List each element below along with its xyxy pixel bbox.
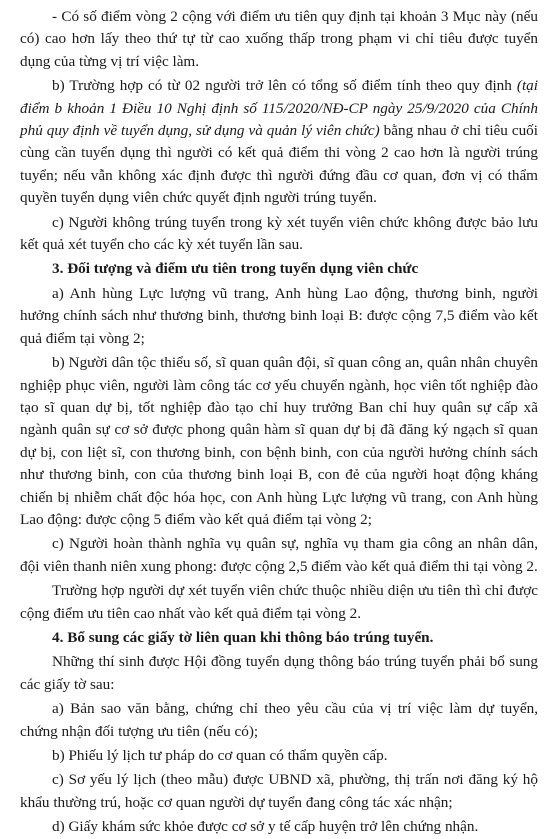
tie-rule-text-end: bằng nhau ở chỉ tiêu cuối cùng cần tuyển dụng thì người có kết quả điểm thi vòng 2 cao hơn là người trúng tuyển; nếu vẫn không xác định được thì người đứng đầu cơ quan, đơn vị có thẩm quyền tuyển dụng viên chức quyết định người trúng tuyển. xyxy=(20,122,538,207)
priority-item-a: a) Anh hùng Lực lượng vũ trang, Anh hùng Lao động, thương binh, người hưởng chính sách như thương binh, thương binh loại B: được cộng 7,5 điểm vào kết quả điểm tại vòng 2; xyxy=(20,284,538,347)
supplementary-item-c: c) Sơ yếu lý lịch (theo mẫu) được UBND xã, phường, thị trấn nơi đăng ký hộ khẩu thường trú, hoặc cơ quan người dự tuyển đang công tác xác nhận; xyxy=(20,771,538,811)
supplementary-item-a: a) Bản sao văn bằng, chứng chỉ theo yêu cầu của vị trí việc làm dự tuyển, chứng nhận đối tượng ưu tiên (nếu có); xyxy=(20,700,538,740)
supplementary-item-b: b) Phiếu lý lịch tư pháp do cơ quan có thẩm quyền cấp. xyxy=(52,747,388,764)
section-heading-supplementary-documents: 4. Bổ sung các giấy tờ liên quan khi thông báo trúng tuyển. xyxy=(52,628,434,646)
tie-rule-legal-reference: (tại điểm b khoản 1 Điều 10 Nghị định số 115/2020/NĐ-CP ngày 25/9/2020 của Chính phủ quy định về tuyển dụng, sử dụng và quản lý viên chức) xyxy=(20,77,538,140)
paragraph-no-reservation: c) Người không trúng tuyển trong kỳ xét tuyển viên chức không được bảo lưu kết quả xét tuyển cho các kỳ xét tuyển lần sau. xyxy=(20,213,538,254)
supplementary-item-d: d) Giấy khám sức khỏe được cơ sở y tế cấp huyện trở lên chứng nhận. xyxy=(52,818,479,836)
section-heading-priority: 3. Đối tượng và điểm ưu tiên trong tuyển dụng viên chức xyxy=(52,260,419,278)
priority-note: Trường hợp người dự xét tuyển viên chức thuộc nhiều diện ưu tiên thì chỉ được cộng điểm ưu tiên cao nhất vào kết quả điểm tại vòng 2. xyxy=(20,582,538,622)
tie-rule-text-start: b) Trường hợp có từ 02 người trở lên có tổng số điểm tính theo quy định xyxy=(52,77,517,95)
priority-item-b: b) Người dân tộc thiểu số, sĩ quan quân đội, sĩ quan công an, quân nhân chuyên nghiệp phục viên, người làm công tác cơ yếu chuyển ngành, học viên tốt nghiệp đào tạo sĩ quan dự bị, tốt nghiệp đào tạo chỉ huy trưởng Ban chỉ huy quân sự cấp xã ngành quân sự cơ sở được phong quân hàm sĩ quan dự bị đã đăng ký ngạch sĩ quan dự bị, con liệt sĩ, con thương binh, con bệnh binh, con của người hưởng chính sách như thương binh, con của thương binh loại B, con đẻ của người hoạt động kháng chiến bị nhiễm chất độc hóa học, con Anh hùng Lực lượng vũ trang, con Anh hùng Lao động: được cộng 5 điểm vào kết quả điểm tại vòng 2; xyxy=(20,354,538,528)
supplementary-intro: Những thí sinh được Hội đồng tuyển dụng thông báo trúng tuyển phải bổ sung các giấy tờ sau: xyxy=(20,653,538,693)
paragraph-condition-dash: - Có số điểm vòng 2 cộng với điểm ưu tiên quy định tại khoản 3 Mục này (nếu có) cao hơn lấy theo thứ tự từ cao xuống thấp trong phạm vi chỉ tiêu được tuyển dụng của từng vị trí việc làm. xyxy=(20,8,538,70)
paragraph-tie-rule xyxy=(20,75,538,209)
priority-item-c: c) Người hoàn thành nghĩa vụ quân sự, nghĩa vụ tham gia công an nhân dân, đội viên thanh niên xung phong: được cộng 2,5 điểm vào kết quả điểm thi tại vòng 2. xyxy=(20,535,538,575)
